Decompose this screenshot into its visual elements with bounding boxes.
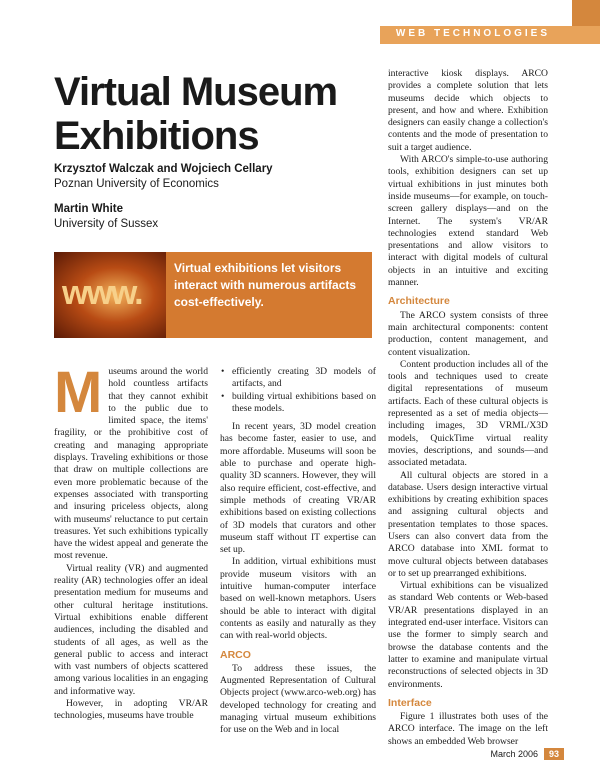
page-footer: [490, 748, 564, 760]
bullet-list: [220, 366, 376, 415]
pullquote-text: Virtual exhibitions let visitors interact with numerous artifacts cost-effectively.: [174, 261, 357, 309]
paragraph: To address these issues, the Augmented Representation of Cultural Objects project (www.arco-web.org) has developed technology for creating and managing virtual museum exhibitions for use on the Web and in local: [220, 662, 376, 736]
paragraph: In addition, virtual exhibitions must provide museum visitors with an intuitive human-computer interface based on well-known metaphors. Users should be able to interact with digital contents as easily and naturally as they can with real-world objects.: [220, 556, 376, 642]
section-heading: Interface: [388, 696, 432, 709]
paragraph: Virtual exhibitions can be visualized as standard Web contents or Web-based VR/AR presentations displayed in an integrated end-user interface. Visitors can use the former to simply search and browse the database contents and the latter to examine and manipulate virtual reconstructions of selected objects in 3D environments.: [388, 580, 548, 690]
column-1: [54, 360, 208, 723]
issue-date: March 2006: [490, 749, 538, 759]
paragraph: The ARCO system consists of three main architectural components: content production, content management, and content visualization.: [388, 309, 548, 358]
page-number: 93: [544, 748, 564, 760]
section-heading: ARCO: [220, 648, 251, 661]
authors-group-1: [54, 162, 273, 192]
paragraph: Content production includes all of the tools and techniques used to create digital representations of museum artifacts. Each of these cultural objects is represented as a set of media objects—including images, 3D VRML/X3D models, QuickTime virtual reality movies, descriptions, and sounds—and associated metadata.: [388, 358, 548, 469]
section-header: [380, 26, 600, 44]
column-2: [220, 366, 376, 737]
www-image-text: www.: [62, 274, 142, 312]
paragraph: [54, 360, 208, 563]
paragraph: All cultural objects are stored in a database. Users design interactive virtual exhibitions by creating exhibition spaces and assigning cultural objects and presentation templates to those spaces. Users can also convert data from the ARCO database into XML format to move cultural objects between databases or to set up prearranged exhibitions.: [388, 469, 548, 579]
list-item: • efficiently creating 3D models of artifacts, and: [230, 366, 376, 391]
dropcap: M: [54, 360, 103, 425]
authors-group-2: [54, 202, 158, 232]
paragraph: However, in adopting VR/AR technologies, museums have trouble: [54, 698, 208, 722]
www-image: [54, 252, 166, 338]
section-heading: Architecture: [388, 295, 450, 308]
paragraph: With ARCO's simple-to-use authoring tools, exhibition designers can set up virtual exhibitions in just minutes both inside museums—for example, on touch-screen gallery displays—and on the Internet. The system's VR/AR technologies extend standard Web presentations and allow visitors to interact with digital models of cultural objects in an intuitive and exciting manner.: [388, 154, 548, 289]
paragraph: Virtual reality (VR) and augmented reality (AR) technologies offer an ideal presentation medium for museums and other cultural heritage institutions. Virtual exhibitions enable different audiences, including the disabled and students of all ages, as well as the general public to access and interact with vast numbers of objects scattered among various localities in an engaging and informative way.: [54, 562, 208, 697]
paragraph: interactive kiosk displays. ARCO provides a complete solution that lets museums decide which objects to present, and how and where. Exhibition designers can easily change a collection's contents and the mode of presentation to suit a target audience.: [388, 68, 548, 153]
pullquote-box: [54, 252, 372, 338]
column-3: [388, 68, 548, 748]
list-item: • building virtual exhibitions based on these models.: [230, 391, 376, 416]
author-affiliation: University of Sussex: [54, 218, 159, 230]
author-names: Martin White: [54, 203, 123, 215]
paragraph-text: useums around the world hold countless artifacts that they cannot exhibit to the public due to limited space, the items' fragility, or the prohibitive cost of creating and managing appropriate displays. Traveling exhibitions or those that draw on multiple collections are even more problematic because of the expenses associated with transporting and insuring priceless objects, along with museums' reluctance to put certain treasures. Yet such exhibitions typically have the widest appeal and generate the most revenue.: [54, 366, 208, 562]
paragraph: Figure 1 illustrates both uses of the ARCO interface. The image on the left shows an embedded Web browser: [388, 711, 548, 747]
author-affiliation: Poznan University of Economics: [54, 178, 219, 190]
article-title: Virtual Museum Exhibitions: [54, 70, 338, 158]
section-label: WEB TECHNOLOGIES: [395, 28, 550, 39]
paragraph: In recent years, 3D model creation has become faster, easier to use, and more affordable. Museums will soon be able to purchase and operate high-quality 3D scanners. However, they will also require efficient, cost-effective, and simple methods of creating VR/AR exhibitions based on existing collections of 3D models that curators and other museum staff without IT expertise can set up.: [220, 421, 376, 556]
author-names: Krzysztof Walczak and Wojciech Cellary: [54, 163, 273, 175]
